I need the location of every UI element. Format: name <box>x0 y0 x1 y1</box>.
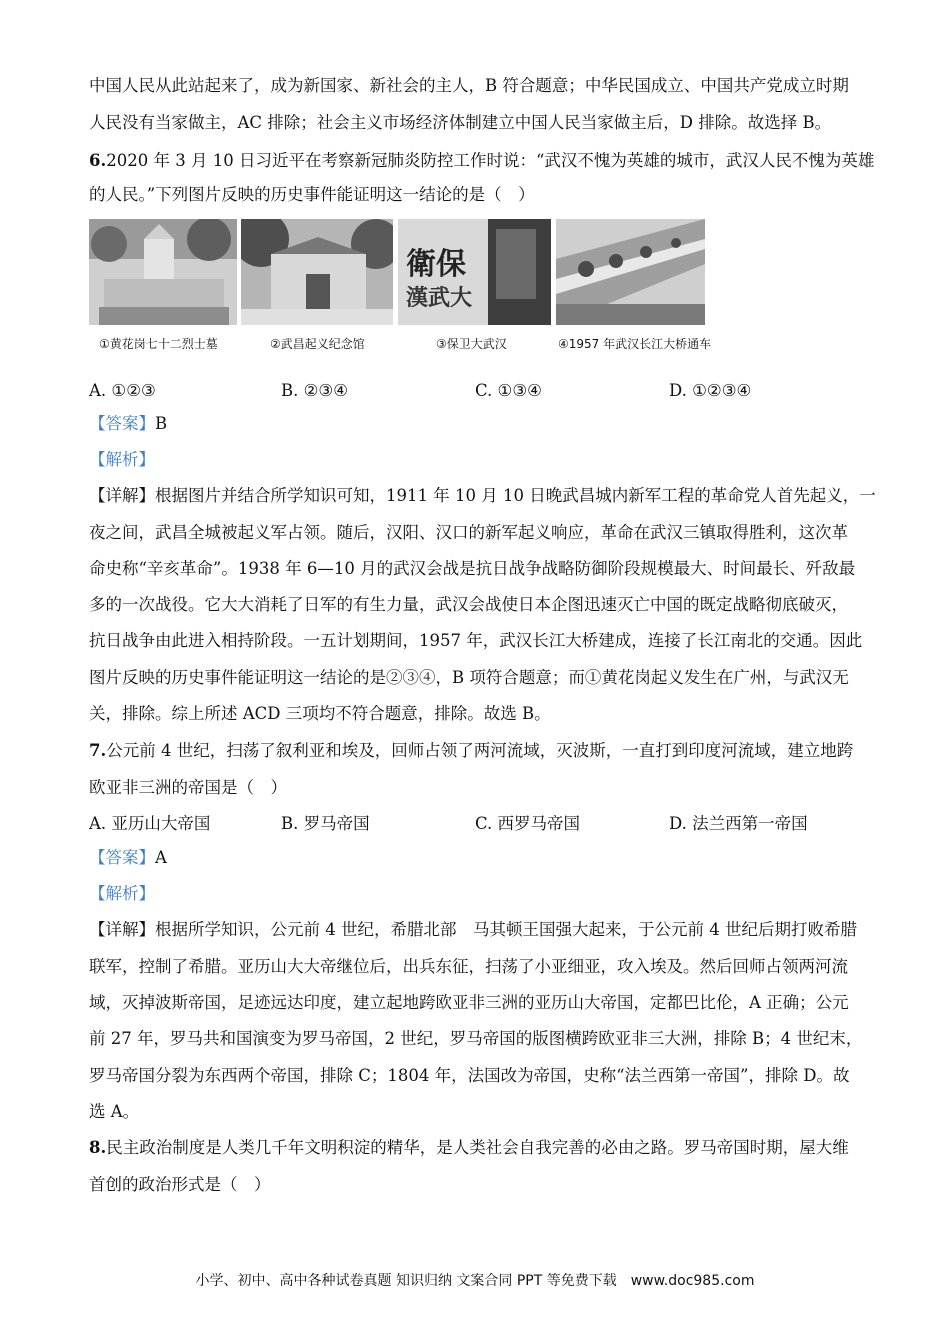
detail-line: 罗马帝国分裂为东西两个帝国，排除 C；1804 年，法国改为帝国，史称“法兰西第一帝国”，排除 D。故 <box>89 1066 850 1085</box>
question-number: 8. <box>89 1138 107 1157</box>
option-a: A. ①②③ <box>89 381 156 400</box>
answer-tag: 【答案】 <box>89 848 155 867</box>
analysis-tag: 【解析】 <box>89 450 155 469</box>
question-7-stem-cont: 欧亚非三洲的帝国是（ ） <box>89 778 287 797</box>
image-caption: ①黄花岗七十二烈士墓 <box>99 337 218 351</box>
detail-line <box>89 919 857 941</box>
option-c: C. ①③④ <box>475 381 542 400</box>
analysis-tag: 【解析】 <box>89 884 155 903</box>
detail-line: 夜之间，武昌全城被起义军占领。随后，汉阳、汉口的新军起义响应，革命在武汉三镇取得胜利，这次革 <box>89 523 848 542</box>
detail-tag: 【详解】 <box>89 920 155 939</box>
option-a: A. 亚历山大帝国 <box>89 814 211 833</box>
image-caption: ④1957 年武汉长江大桥通车 <box>558 337 712 351</box>
image-caption: ③保卫大武汉 <box>436 337 507 351</box>
bridge-photo <box>556 219 705 325</box>
option-b: B. ②③④ <box>281 381 348 400</box>
detail-line: 抗日战争由此进入相持阶段。一五计划期间，1957 年，武汉长江大桥建成，连接了长江南北的交通。因此 <box>89 631 863 650</box>
poster-photo <box>398 219 551 325</box>
question-6-stem-cont: 的人民。”下列图片反映的历史事件能证明这一结论的是（ ） <box>89 185 535 204</box>
image-caption: ②武昌起义纪念馆 <box>270 337 365 351</box>
option-b: B. 罗马帝国 <box>281 814 370 833</box>
question-6-stem <box>89 150 874 172</box>
detail-line: 多的一次战役。它大大消耗了日军的有生力量，武汉会战使日本企图迅速灭亡中国的既定战略彻底破灭， <box>89 595 848 614</box>
detail-line: 选 A。 <box>89 1102 140 1121</box>
option-d: D. ①②③④ <box>669 381 752 400</box>
option-c: C. 西罗马帝国 <box>475 814 581 833</box>
detail-text: 根据所学知识，公元前 4 世纪，希腊北部 马其顿王国强大起来，于公元前 4 世纪后期打败希腊 <box>155 920 857 939</box>
detail-tag: 【详解】 <box>89 486 155 505</box>
answer-line <box>89 847 167 869</box>
question-number: 6. <box>89 151 107 170</box>
question-8-stem <box>89 1137 849 1159</box>
question-text: 公元前 4 世纪，扫荡了叙利亚和埃及，回师占领了两河流域，灭波斯，一直打到印度河流域，建立地跨 <box>106 741 854 760</box>
detail-line: 命史称“辛亥革命”。1938 年 6—10 月的武汉会战是抗日战争战略防御阶段规模最大、时间最长、歼敌最 <box>89 559 856 578</box>
paragraph-line: 人民没有当家做主，AC 排除；社会主义市场经济体制建立中国人民当家做主后，D 排除。故选择 B。 <box>89 113 832 132</box>
question-7-stem <box>89 740 853 762</box>
paragraph-line: 中国人民从此站起来了，成为新国家、新社会的主人，B 符合题意；中华民国成立、中国共产党成立时期 <box>89 76 849 95</box>
detail-line <box>89 485 876 507</box>
building-photo <box>241 219 393 325</box>
option-d: D. 法兰西第一帝国 <box>669 814 808 833</box>
answer-value: B <box>155 414 168 433</box>
poster-text-1: 衛保 <box>406 247 466 282</box>
question-text: 民主政治制度是人类几千年文明积淀的精华，是人类社会自我完善的必由之路。罗马帝国时期，屋大维 <box>106 1138 849 1157</box>
detail-line: 域，灭掉波斯帝国，足迹远达印度，建立起地跨欧亚非三洲的亚历山大帝国，定都巴比伦，A 正确；公元 <box>89 993 849 1012</box>
detail-line: 前 27 年，罗马共和国演变为罗马帝国，2 世纪，罗马帝国的版图横跨欧亚非三大洲，排除 B；4 世纪末， <box>89 1029 863 1048</box>
answer-value: A <box>155 848 167 867</box>
detail-line: 关，排除。综上所述 ACD 三项均不符合题意，排除。故选 B。 <box>89 704 551 723</box>
detail-line: 联军，控制了希腊。亚历山大大帝继位后，出兵东征，扫荡了小亚细亚，攻入埃及。然后回师占领两河流 <box>89 957 848 976</box>
answer-line <box>89 413 167 435</box>
memorial-photo <box>89 219 237 325</box>
question-text: 2020 年 3 月 10 日习近平在考察新冠肺炎防控工作时说：“武汉不愧为英雄的城市，武汉人民不愧为英雄 <box>106 151 875 170</box>
detail-text: 根据图片并结合所学知识可知，1911 年 10 月 10 日晚武昌城内新军工程的革命党人首先起义，一 <box>155 486 876 505</box>
answer-tag: 【答案】 <box>89 414 155 433</box>
detail-line: 图片反映的历史事件能证明这一结论的是②③④，B 项符合题意；而①黄花岗起义发生在广州，与武汉无 <box>89 668 849 687</box>
question-number: 7. <box>89 741 107 760</box>
footer-text: 小学、初中、高中各种试卷真题 知识归纳 文案合同 PPT 等免费下载 www.doc985.com <box>195 1273 755 1289</box>
poster-text-2: 漢武大 <box>406 286 473 311</box>
question-8-stem-cont: 首创的政治形式是（ ） <box>89 1175 271 1194</box>
